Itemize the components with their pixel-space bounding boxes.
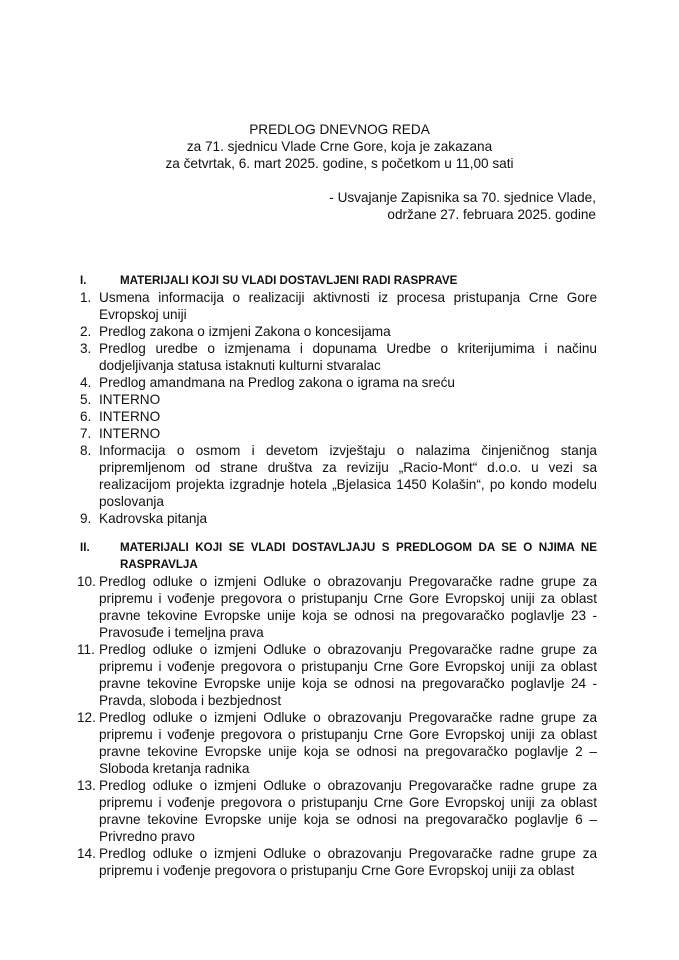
section-title: MATERIJALI KOJI SU VLADI DOSTAVLJENI RADI RASPRAVE [120,274,458,287]
item-number: 9. [80,511,92,526]
document-header [0,121,679,172]
agenda-item [80,510,597,527]
session-line: za 71. sjednicu Vlade Crne Gore, koja je zakazana [186,139,493,154]
agenda-item [80,391,597,408]
item-number: 7. [80,426,92,441]
item-text: Kadrovska pitanja [99,511,208,526]
minutes-line-2: održane 27. februara 2025. godine [387,207,596,222]
item-number: 5. [80,392,92,407]
section-number: II. [80,541,90,554]
item-text: Predlog odluke o izmjeni Odluke o obrazovanju Pregovaračke radne grupe za pripremu i vođenje pregovora o pristupanju Crne Gore Evropskoj uniji za oblast [99,846,597,878]
item-number: 1. [80,290,92,305]
item-number: 12. [77,710,96,725]
item-text: Predlog zakona o izmjeni Zakona o koncesijama [99,324,391,339]
item-text: INTERNO [99,426,161,441]
agenda-item [77,845,597,879]
item-text: Predlog amandmana na Predlog zakona o igrama na sreću [99,375,455,390]
item-number: 4. [80,375,92,390]
item-text: INTERNO [99,409,161,424]
item-number: 10. [77,574,96,589]
item-number: 2. [80,324,92,339]
session-date-line: za četvrtak, 6. mart 2025. godine, s početkom u 11,00 sati [165,156,514,171]
minutes-line-1: - Usvajanje Zapisnika sa 70. sjednice Vlade, [329,190,596,205]
agenda-item [80,442,597,510]
item-number: 6. [80,409,92,424]
agenda-item [80,289,597,323]
section-discussion [80,272,597,527]
section-title: MATERIJALI KOJI SE VLADI DOSTAVLJAJU S PREDLOGOM DA SE O NJIMA NE RASPRAVLJA [120,541,597,571]
minutes-approval [329,189,596,223]
section-no-discussion [77,539,597,879]
item-number: 3. [80,341,92,356]
item-text: Predlog uredbe o izmjenama i dopunama Uredbe o kriterijumima i načinu dodjeljivanja statusa istaknuti kulturni stvaralac [99,341,597,373]
item-text: Predlog odluke o izmjeni Odluke o obrazovanju Pregovaračke radne grupe za pripremu i vođenje pregovora o pristupanju Crne Gore Evropskoj uniji za oblast pravne tekovine Evropske unije koja se odnosi na pregovaračko poglavlje 6 – Privredno pravo [99,778,597,844]
item-text: INTERNO [99,392,161,407]
section-heading [80,539,597,573]
agenda-item [77,573,597,641]
agenda-item [80,323,597,340]
agenda-item [80,340,597,374]
item-number: 14. [77,846,96,861]
item-number: 13. [77,778,96,793]
item-number: 8. [80,443,92,458]
section-heading [80,272,597,289]
item-number: 11. [77,642,95,657]
item-text: Predlog odluke o izmjeni Odluke o obrazovanju Pregovaračke radne grupe za pripremu i vođenje pregovora o pristupanju Crne Gore Evropskoj uniji za oblast pravne tekovine Evropske unije koja se odnosi na pregovaračko poglavlje 24 - Pravda, sloboda i bezbjednost [99,642,597,708]
agenda-item [80,408,597,425]
agenda-item [80,374,597,391]
agenda-item [77,641,597,709]
item-text: Usmena informacija o realizaciji aktivnosti iz procesa pristupanja Crne Gore Evropskoj uniji [99,290,597,322]
agenda-item [77,777,597,845]
document-title: PREDLOG DNEVNOG REDA [249,122,430,137]
item-text: Informacija o osmom i devetom izvještaju o nalazima činjeničnog stanja pripremljenom od strane društva za reviziju „Racio-Mont“ d.o.o. u vezi sa realizacijom projekta izgradnje hotela „Bjelasica 1450 Kolašin“, po kondo modelu poslovanja [99,443,597,509]
agenda-item [77,709,597,777]
agenda-item [80,425,597,442]
item-text: Predlog odluke o izmjeni Odluke o obrazovanju Pregovaračke radne grupe za pripremu i vođenje pregovora o pristupanju Crne Gore Evropskoj uniji za oblast pravne tekovine Evropske unije koja se odnosi na pregovaračko poglavlje 23 - Pravosuđe i temeljna prava [99,574,597,640]
item-text: Predlog odluke o izmjeni Odluke o obrazovanju Pregovaračke radne grupe za pripremu i vođenje pregovora o pristupanju Crne Gore Evropskoj uniji za oblast pravne tekovine Evropske unije koja se odnosi na pregovaračko poglavlje 2 – Sloboda kretanja radnika [99,710,597,776]
section-number: I. [80,274,87,287]
